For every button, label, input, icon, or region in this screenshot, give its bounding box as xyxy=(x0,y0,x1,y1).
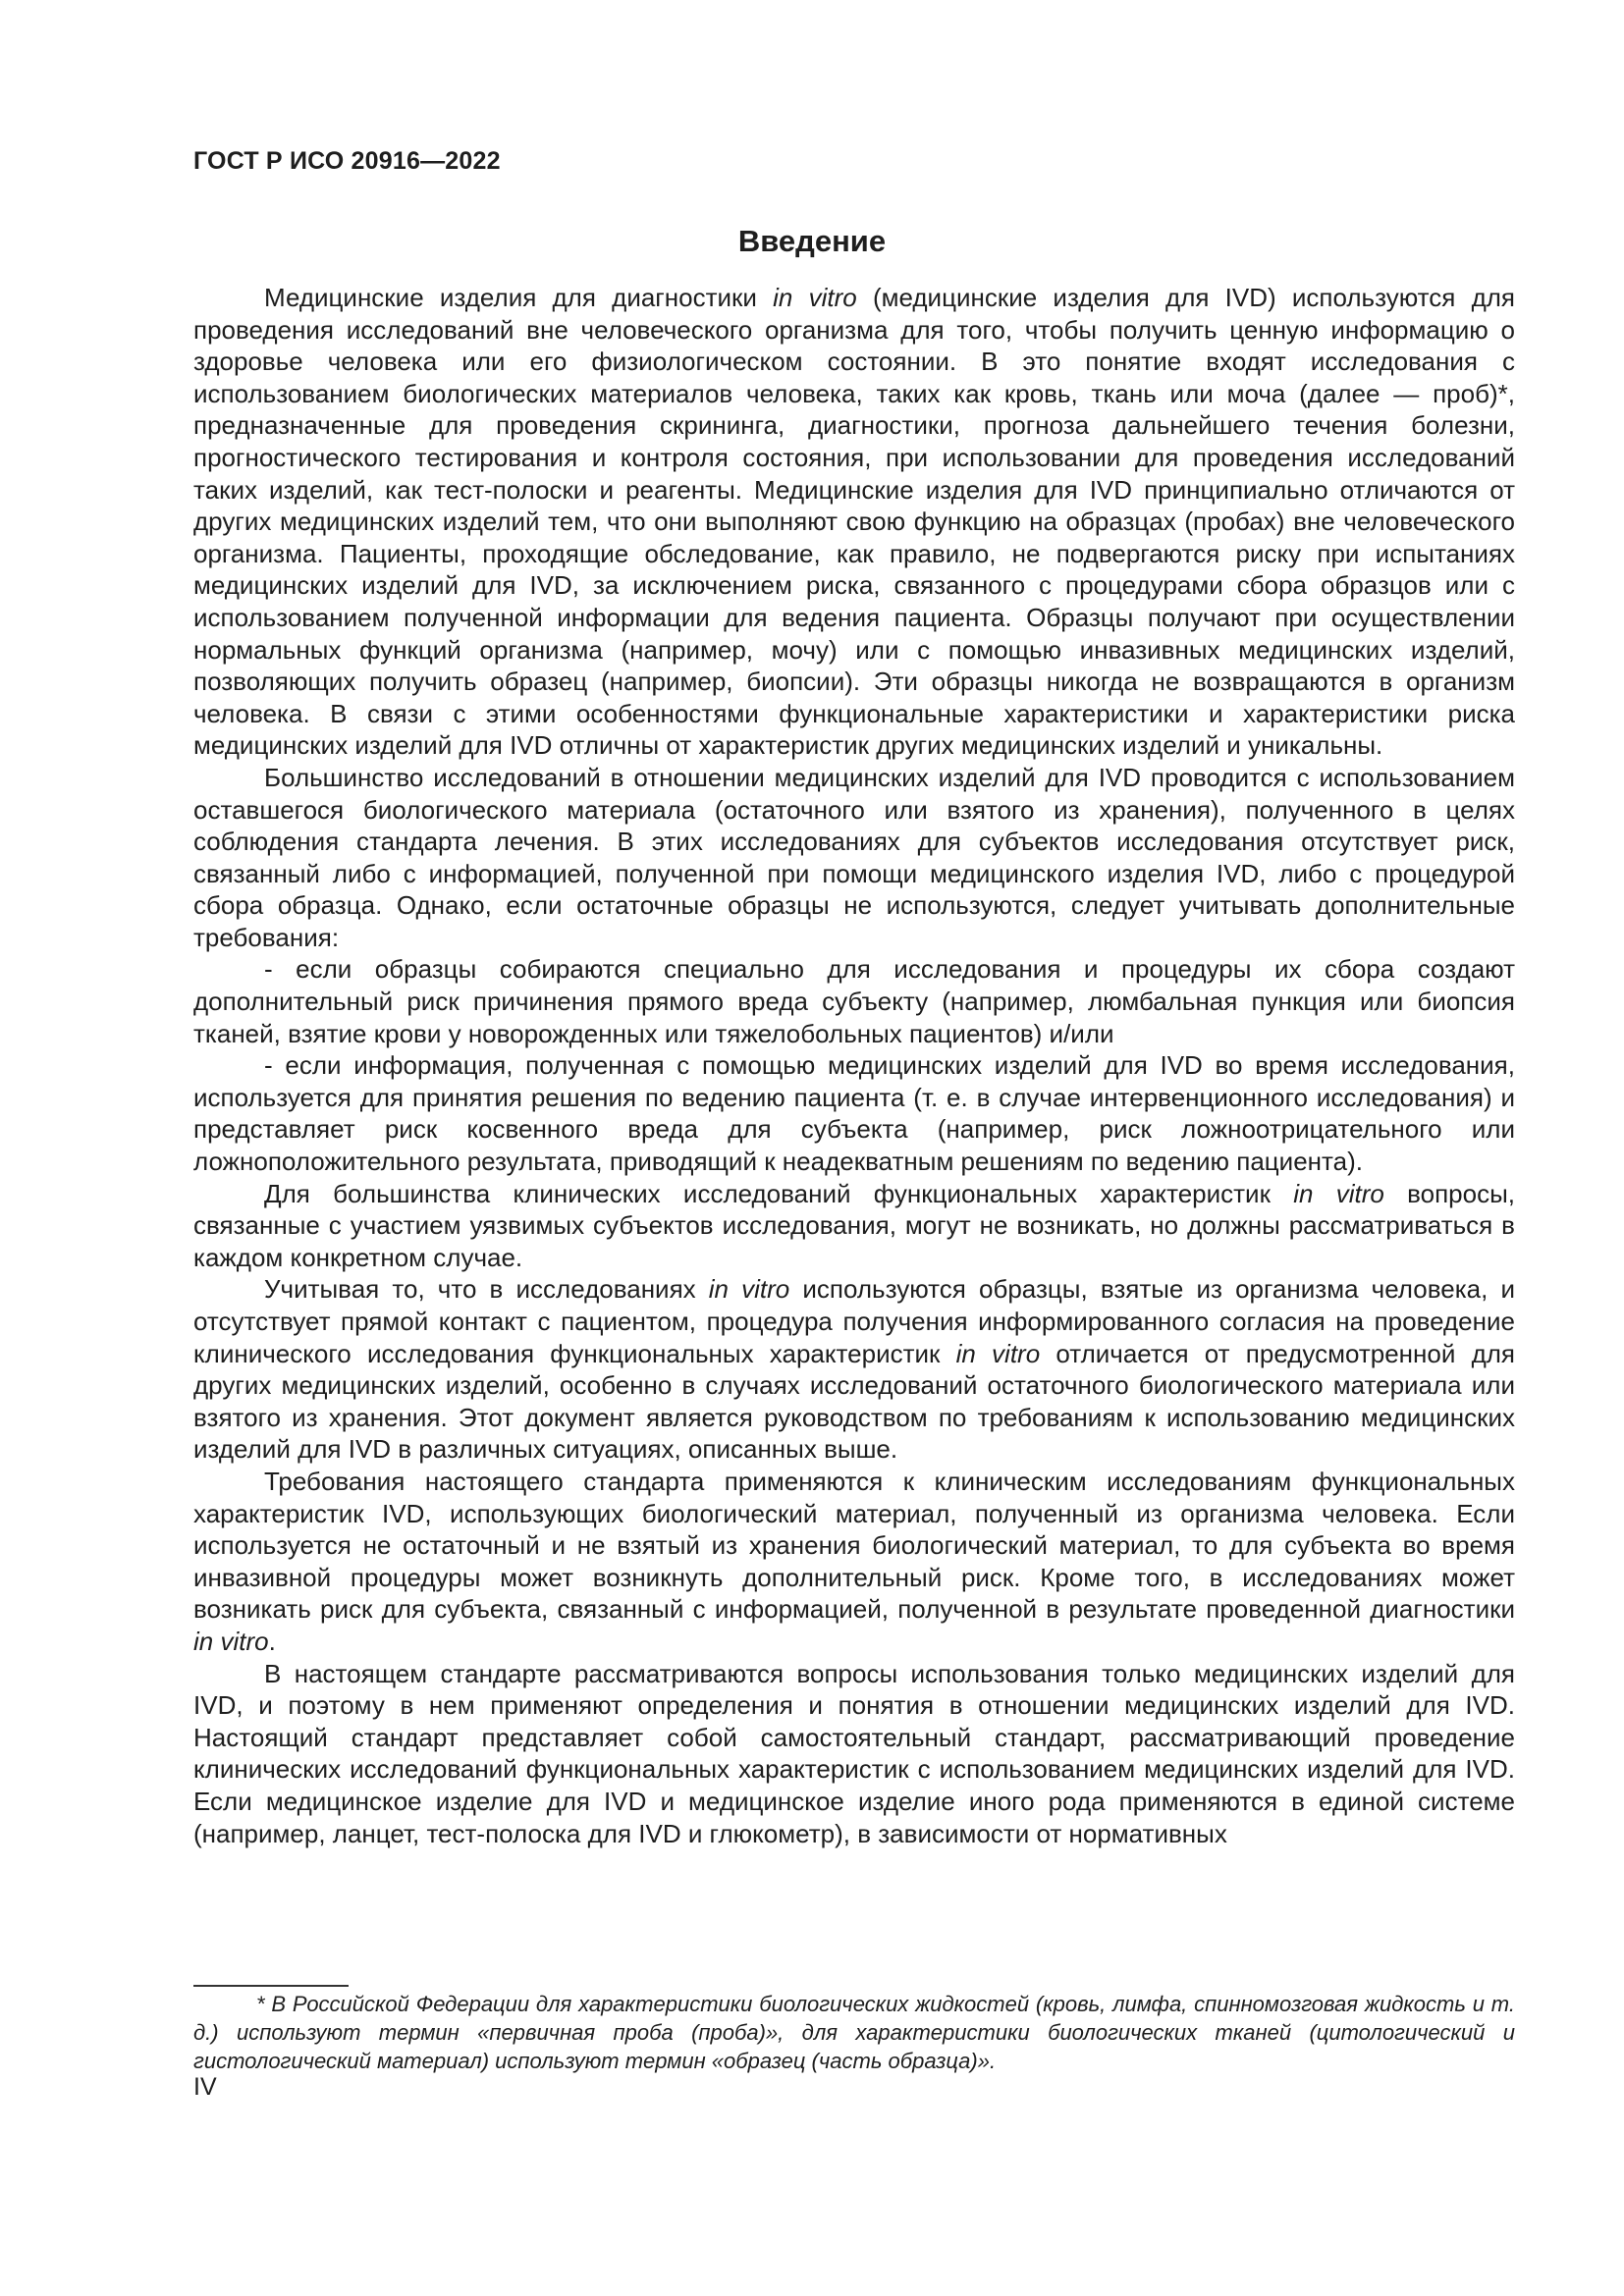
list-item: - если информация, полученная с помощью медицинских изделий для IVD во время исследования, используется для принятия решения по ведению пациента (т. е. в случае интервенционного исследования) и представляет риск косвенного вреда для субъекта (например, риск ложноотрицательного или ложноположительного результата, приводящий к неадекватным решениям по ведению пациента). xyxy=(193,1050,1515,1177)
paragraph: Для большинства клинических исследований функциональных характеристик in vitro вопросы, связанные с участием уязвимых субъектов исследования, могут не возникать, но должны рассматриваться в каждом конкретном случае. xyxy=(193,1178,1515,1272)
body-text xyxy=(193,282,1515,1849)
list-item: - если образцы собираются специально для исследования и процедуры их сбора создают дополнительный риск причинения прямого вреда субъекту (например, люмбальная пункция или биопсия тканей, взятие крови у новорожденных или тяжелобольных пациентов) и/или xyxy=(193,954,1515,1048)
document-header: ГОСТ Р ИСО 20916—2022 xyxy=(193,147,501,175)
paragraph: Требования настоящего стандарта применяются к клиническим исследованиям функциональных характеристик IVD, использующих биологический материал, полученный из организма человека. Если используется не остаточный и не взятый из хранения биологический материал, то для субъекта во время инвазивной процедуры может возникнуть дополнительный риск. Кроме того, в исследованиях может возникать риск для субъекта, связанный с информацией, полученной в результате проведенной диагностики in vitro. xyxy=(193,1466,1515,1656)
footnote-divider xyxy=(193,1985,349,1987)
paragraph: Учитывая то, что в исследованиях in vitro используются образцы, взятые из организма человека, и отсутствует прямой контакт с пациентом, процедура получения информированного согласия на проведение клинического исследования функциональных характеристик in vitro отличается от предусмотренной для других медицинских изделий, особенно в случаях исследований остаточного биологического материала или взятого из хранения. Этот документ является руководством по требованиям к использованию медицинских изделий для IVD в различных ситуациях, описанных выше. xyxy=(193,1274,1515,1465)
footnote-text: * В Российской Федерации для характеристики биологических жидкостей (кровь, лимфа, спинномозговая жидкость и т. д.) используют термин «первичная проба (проба)», для характеристики биологических тканей (цитологический и гистологический материал) используют термин «образец (часть образца)». xyxy=(193,1992,1515,2073)
page-number: IV xyxy=(193,2073,217,2101)
paragraph: В настоящем стандарте рассматриваются вопросы использования только медицинских изделий для IVD, и поэтому в нем применяют определения и понятия в отношении медицинских изделий для IVD. Настоящий стандарт представляет собой самостоятельный стандарт, рассматривающий проведение клинических исследований функциональных характеристик с использованием медицинских изделий для IVD. Если медицинское изделие для IVD и медицинское изделие иного рода применяются в единой системе (например, ланцет, тест-полоска для IVD и глюкометр), в зависимости от нормативных xyxy=(193,1658,1515,1848)
footnote xyxy=(193,1990,1515,2075)
paragraph: Медицинские изделия для диагностики in vitro (медицинские изделия для IVD) используются для проведения исследований вне человеческого организма для того, чтобы получить ценную информацию о здоровье человека или его физиологическом состоянии. В это понятие входят исследования с использованием биологических материалов человека, таких как кровь, ткань или моча (далее — проб)*, предназначенные для проведения скрининга, диагностики, прогноза дальнейшего течения болезни, прогностического тестирования и контроля состояния, при использовании для проведения исследований таких изделий, как тест-полоски и реагенты. Медицинские изделия для IVD принципиально отличаются от других медицинских изделий тем, что они выполняют свою функцию на образцах (пробах) вне человеческого организма. Пациенты, проходящие обследование, как правило, не подвергаются риску при испытаниях медицинских изделий для IVD, за исключением риска, связанного с процедурами сбора образцов или с использованием полученной информации для ведения пациента. Образцы получают при осуществлении нормальных функций организма (например, мочу) или с помощью инвазивных медицинских изделий, позволяющих получить образец (например, биопсии). Эти образцы никогда не возвращаются в организм человека. В связи с этими особенностями функциональные характеристики и характеристики риска медицинских изделий для IVD отличны от характеристик других медицинских изделий и уникальны. xyxy=(193,283,1515,761)
section-title: Введение xyxy=(737,224,887,258)
paragraph: Большинство исследований в отношении медицинских изделий для IVD проводится с использованием оставшегося биологического материала (остаточного или взятого из хранения), полученного в целях соблюдения стандарта лечения. В этих исследованиях для субъектов исследования отсутствует риск, связанный либо с информацией, полученной при помощи медицинского изделия IVD, либо с процедурой сбора образца. Однако, если остаточные образцы не используются, следует учитывать дополнительные требования: xyxy=(193,762,1515,952)
